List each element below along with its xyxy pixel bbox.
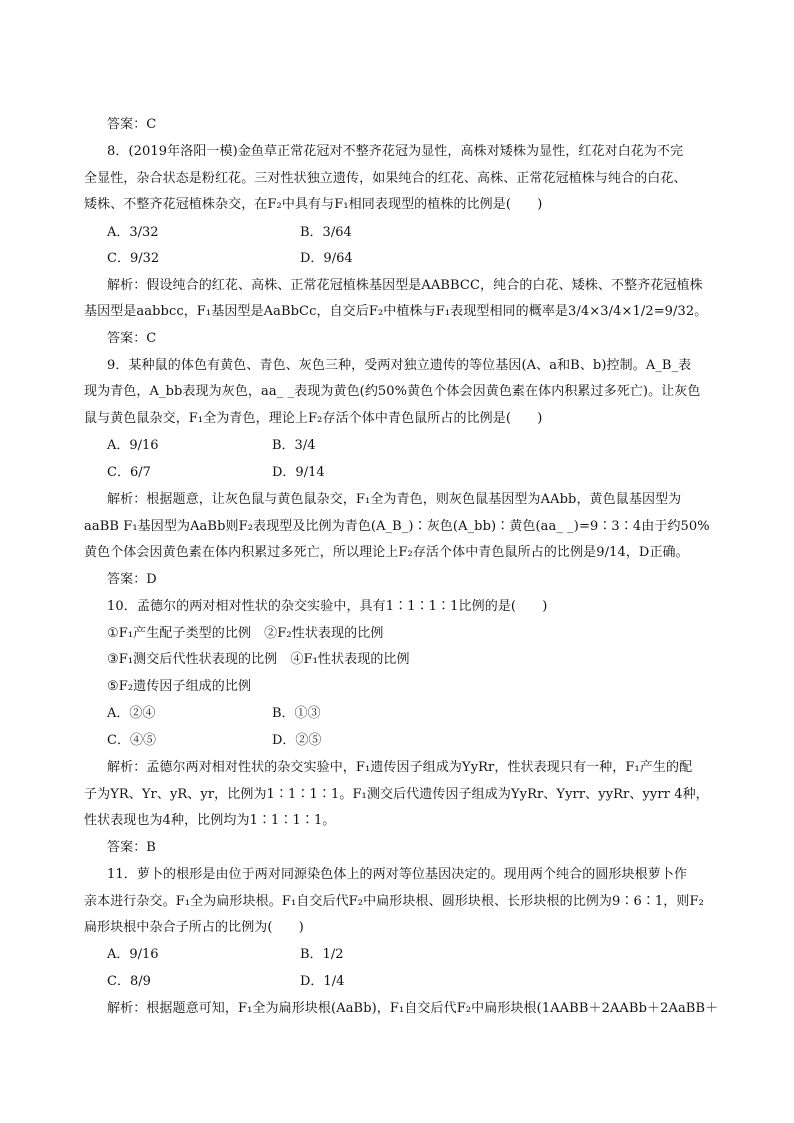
q11-analysis-line-1: 解析：根据题意可知，F₁全为扁形块根(AaBb)，F₁自交后代F₂中扁形块根(1AABB＋2AABb＋2AaBB＋ xyxy=(107,1001,719,1016)
q9-analysis-line-3: 黄色个体会因黄色素在体内积累过多死亡，所以理论上F₂存活个体中青色鼠所占的比例是9/14，D正确。 xyxy=(84,545,689,560)
q10-option-d: D．②⑤ xyxy=(272,733,322,748)
q11-option-a: A．9/16 xyxy=(107,947,159,962)
q11-stem-line-3: 扁形块根中杂合子所占的比例为( ) xyxy=(84,920,304,935)
q9-stem-line-2: 现为青色，A_bb表现为灰色，aa_ _表现为黄色(约50%黄色个体会因黄色素在体内积累过多死亡)。让灰色 xyxy=(84,384,701,399)
q10-stem: 10．孟德尔的两对相对性状的杂交实验中，具有1∶1∶1∶1比例的是( ) xyxy=(107,599,548,614)
q9-analysis-line-1: 解析：根据题意，让灰色鼠与黄色鼠杂交，F₁全为青色，则灰色鼠基因型为AAbb，黄色鼠基因型为 xyxy=(107,492,682,507)
q9-option-a: A．9/16 xyxy=(107,438,159,453)
q8-option-a: A．3/32 xyxy=(107,225,159,240)
q10-item-line-3: ⑤F₂遗传因子组成的比例 xyxy=(107,679,252,694)
q10-item-line-2: ③F₁测交后代性状表现的比例 ④F₁性状表现的比例 xyxy=(107,652,410,667)
q9-option-d: D．9/14 xyxy=(272,465,325,480)
q8-option-c: C．9/32 xyxy=(107,251,160,266)
q9-answer: 答案：D xyxy=(107,572,157,587)
q11-option-d: D．1/4 xyxy=(300,974,345,989)
q10-option-b: B．①③ xyxy=(272,706,321,721)
q10-answer: 答案：B xyxy=(107,840,156,855)
q10-analysis-line-2: 子为YR、Yr、yR、yr，比例为1∶1∶1∶1。F₁测交后代遗传因子组成为YyRr、Yyrr、yyRr、yyrr 4种， xyxy=(84,787,709,802)
q9-analysis-line-2: aaBB F₁基因型为AaBb则F₂表现型及比例为青色(A_B_)∶灰色(A_bb)∶黄色(aa_ _)=9∶3∶4由于约50% xyxy=(84,519,710,534)
q8-option-b: B．3/64 xyxy=(300,225,352,240)
q10-item-line-1: ①F₁产生配子类型的比例 ②F₂性状表现的比例 xyxy=(107,626,384,641)
q9-option-b: B．3/4 xyxy=(272,438,316,453)
q11-stem-line-2: 亲本进行杂交。F₁全为扁形块根。F₁自交后代F₂中扁形块根、圆形块根、长形块根的比例为9∶6∶1，则F₂ xyxy=(84,894,704,909)
q11-stem-line-1: 11．萝卜的根形是由位于两对同源染色体上的两对等位基因决定的。现用两个纯合的圆形块根萝卜作 xyxy=(107,867,688,882)
q7-answer: 答案：C xyxy=(107,117,157,132)
q11-option-b: B．1/2 xyxy=(300,947,344,962)
q8-stem-line-2: 全显性，杂合状态是粉红花。三对性状独立遗传，如果纯合的红花、高株、正常花冠植株与纯合的白花、 xyxy=(84,171,687,186)
q8-stem-line-3: 矮株、不整齐花冠植株杂交，在F₂中具有与F₁相同表现型的植株的比例是( ) xyxy=(84,197,543,212)
q8-stem-line-1: 8．(2019年洛阳一模)金鱼草正常花冠对不整齐花冠为显性，高株对矮株为显性，红花对白花为不完 xyxy=(107,144,684,159)
q8-analysis-line-2: 基因型是aabbcc，F₁基因型是AaBbCc，自交后F₂中植株与F₁表现型相同的概率是3/4×3/4×1/2=9/32。 xyxy=(84,304,708,319)
q10-option-a: A．②④ xyxy=(107,706,156,721)
q8-analysis-line-1: 解析：假设纯合的红花、高株、正常花冠植株基因型是AABBCC，纯合的白花、矮株、不整齐花冠植株 xyxy=(107,278,703,293)
q10-option-c: C．④⑤ xyxy=(107,733,156,748)
q9-stem-line-3: 鼠与黄色鼠杂交，F₁全为青色，理论上F₂存活个体中青色鼠所占的比例是( ) xyxy=(84,411,543,426)
q10-analysis-line-1: 解析：孟德尔两对相对性状的杂交实验中，F₁遗传因子组成为YyRr，性状表现只有一种，F₁产生的配 xyxy=(107,760,693,775)
q8-option-d: D．9/64 xyxy=(300,251,353,266)
q10-analysis-line-3: 性状表现也为4种，比例均为1∶1∶1∶1。 xyxy=(84,813,336,828)
q9-stem-line-1: 9．某种鼠的体色有黄色、青色、灰色三种，受两对独立遗传的等位基因(A、a和B、b)控制。A_B_表 xyxy=(107,358,692,373)
q9-option-c: C．6/7 xyxy=(107,465,151,480)
q11-option-c: C．8/9 xyxy=(107,974,151,989)
q8-answer: 答案：C xyxy=(107,331,157,346)
